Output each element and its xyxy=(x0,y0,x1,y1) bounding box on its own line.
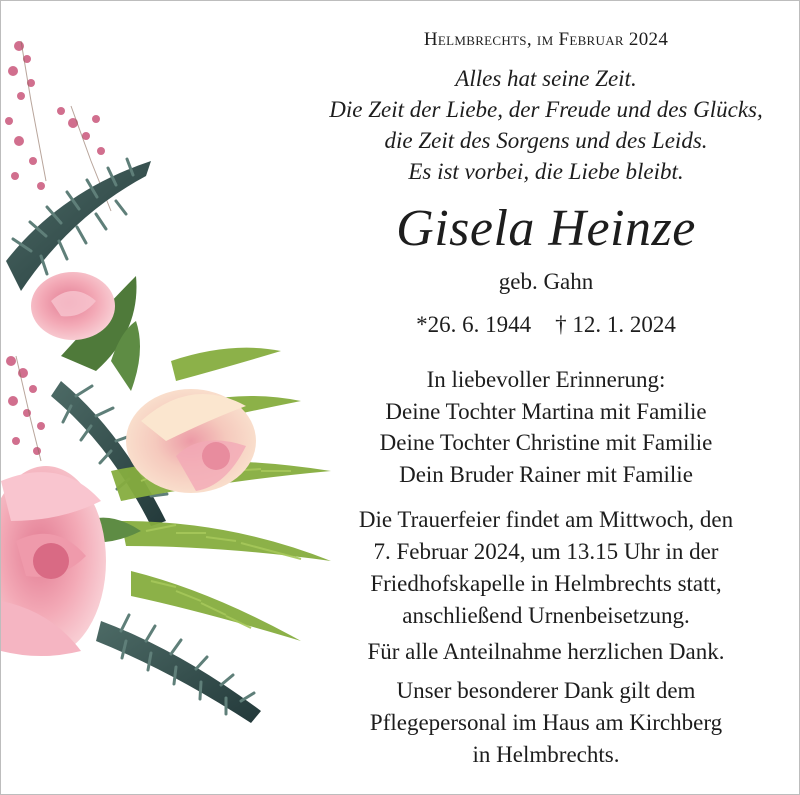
death-date: † 12. 1. 2024 xyxy=(555,312,676,337)
poem-line: Es ist vorbei, die Liebe bleibt. xyxy=(408,159,684,184)
special-thanks-line: in Helmbrechts. xyxy=(472,742,620,767)
funeral-line: Die Trauerfeier findet am Mittwoch, den xyxy=(358,507,734,532)
poem xyxy=(301,63,791,187)
mourners-line: Deine Tochter Christine mit Familie xyxy=(379,430,713,455)
special-thanks-line: Pflegepersonal im Haus am Kirchberg xyxy=(369,710,723,735)
birth-name: geb. Gahn xyxy=(498,269,594,294)
funeral-line: 7. Februar 2024, um 13.15 Uhr in der xyxy=(373,539,719,564)
deceased-name: Gisela Heinze xyxy=(396,200,696,257)
mourners-list xyxy=(301,364,791,490)
place-and-date: Helmbrechts, im Februar 2024 xyxy=(423,29,669,50)
special-thanks-line: Unser besonderer Dank gilt dem xyxy=(396,678,696,703)
poem-line: Alles hat seine Zeit. xyxy=(455,66,637,91)
funeral-line: anschließend Urnenbeisetzung. xyxy=(402,603,690,628)
mourners-line: Dein Bruder Rainer mit Familie xyxy=(399,461,693,487)
birth-date: *26. 6. 1944 xyxy=(416,312,532,337)
funeral-info xyxy=(301,504,791,632)
life-dates xyxy=(301,308,791,342)
poem-line: Die Zeit der Liebe, der Freude und des Glücks, xyxy=(329,97,763,122)
mourners-line: Deine Tochter Martina mit Familie xyxy=(385,398,707,424)
poem-line: die Zeit des Sorgens und des Leids. xyxy=(384,128,708,153)
funeral-line: Friedhofskapelle in Helmbrechts statt, xyxy=(370,571,722,596)
mourners-line: In liebevoller Erinnerung: xyxy=(426,367,666,392)
special-thanks xyxy=(301,675,791,771)
thanks-text: Für alle Anteilnahme herzlichen Dank. xyxy=(367,639,725,664)
thanks-line xyxy=(301,636,791,668)
